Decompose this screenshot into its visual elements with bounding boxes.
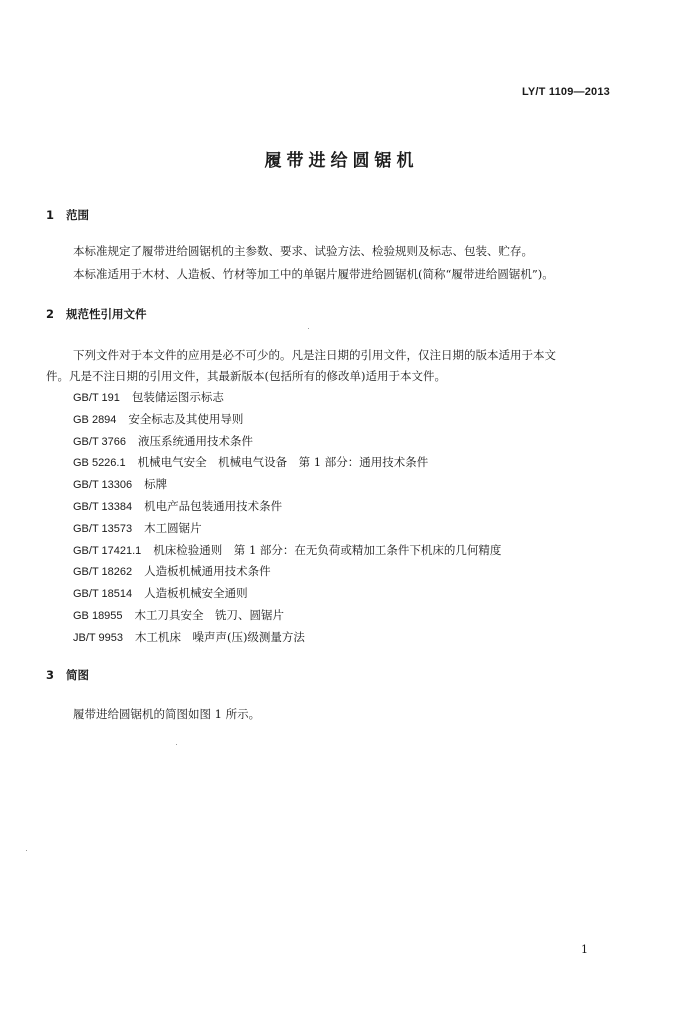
reference-code: GB/T 13384	[73, 500, 133, 513]
reference-title: 人造板机械安全通则	[144, 586, 248, 601]
reference-title: 标牌	[144, 477, 168, 492]
scan-speck	[176, 744, 177, 745]
reference-code: GB/T 18514	[73, 588, 133, 601]
section-3-paragraph: 履带进给圆锯机的简图如图 1 所示。	[73, 707, 261, 721]
reference-list	[73, 387, 501, 649]
reference-item	[73, 452, 501, 474]
section-2-heading	[46, 306, 147, 322]
section-1-paragraph: 本标准适用于木材、人造板、竹材等加工中的单锯片履带进给圆锯机(简称“履带进给圆锯机”)。	[73, 267, 554, 281]
reference-code: GB/T 17421.1	[73, 544, 142, 557]
reference-item	[73, 605, 501, 627]
section-number: 3	[46, 668, 55, 682]
scan-speck	[308, 328, 309, 329]
section-title: 规范性引用文件	[66, 307, 147, 321]
reference-title: 机械电气安全 机械电气设备 第 1 部分：通用技术条件	[137, 455, 429, 470]
section-number: 2	[46, 307, 55, 321]
reference-code: GB/T 191	[73, 392, 120, 404]
reference-item	[73, 583, 501, 605]
reference-item	[73, 387, 501, 409]
reference-item	[73, 409, 501, 431]
section-2-intro-line: 下列文件对于本文件的应用是必不可少的。凡是注日期的引用文件，仅注日期的版本适用于本文	[73, 348, 556, 362]
reference-title: 液压系统通用技术条件	[138, 433, 253, 448]
reference-title: 机床检验通则 第 1 部分：在无负荷或精加工条件下机床的几何精度	[153, 542, 502, 557]
reference-title: 木工刀具安全 铣刀、圆锯片	[134, 607, 285, 622]
reference-item	[73, 474, 501, 496]
section-3-heading	[46, 667, 89, 683]
section-title: 简图	[66, 668, 89, 682]
reference-code: GB/T 3766	[73, 435, 126, 448]
section-title: 范围	[66, 208, 89, 222]
reference-code: GB/T 13573	[73, 522, 133, 535]
reference-item	[73, 518, 501, 540]
reference-code: JB/T 9953	[73, 631, 123, 644]
reference-code: GB/T 13306	[73, 479, 133, 492]
page-number: 1	[581, 943, 588, 956]
section-number: 1	[46, 208, 55, 222]
section-2-intro-line: 件。凡是不注日期的引用文件，其最新版本(包括所有的修改单)适用于本文件。	[46, 369, 446, 383]
reference-title: 机电产品包装通用技术条件	[144, 498, 283, 513]
reference-code: GB 5226.1	[73, 457, 126, 470]
reference-title: 包装储运图示标志	[131, 390, 224, 404]
reference-title: 安全标志及其使用导则	[128, 411, 244, 426]
reference-item	[73, 540, 501, 562]
scan-speck	[26, 850, 27, 851]
reference-code: GB 2894	[73, 413, 117, 426]
reference-title: 人造板机械通用技术条件	[144, 564, 271, 579]
document-title: 履带进给圆锯机	[264, 151, 419, 171]
section-1-heading	[46, 207, 89, 223]
reference-item	[73, 431, 501, 453]
reference-title: 木工圆锯片	[144, 520, 202, 535]
reference-code: GB 18955	[73, 609, 123, 622]
section-1-paragraph: 本标准规定了履带进给圆锯机的主参数、要求、试验方法、检验规则及标志、包装、贮存。	[73, 244, 533, 258]
reference-item	[73, 627, 501, 649]
reference-title: 木工机床 噪声声(压)级测量方法	[134, 629, 305, 644]
reference-item	[73, 561, 501, 583]
reference-code: GB/T 18262	[73, 566, 133, 579]
standard-code: LY/T 1109—2013	[521, 86, 610, 98]
reference-item	[73, 496, 501, 518]
